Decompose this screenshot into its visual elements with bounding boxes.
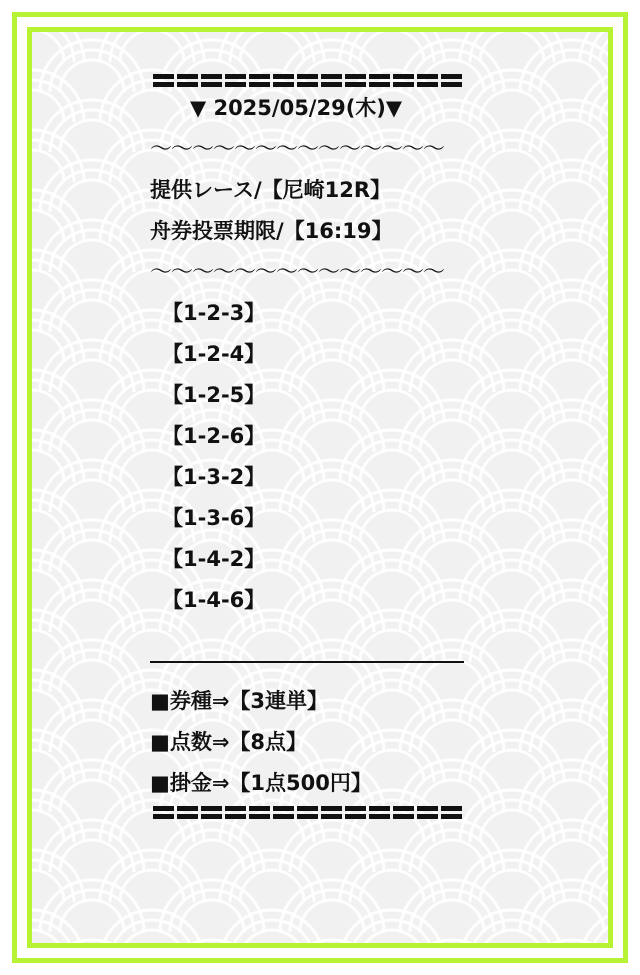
combination-item: 【1-2-3】 [162, 301, 266, 325]
points-line: ■点数⇒【8点】 [150, 730, 308, 754]
wave-divider-top: 〜〜〜〜〜〜〜〜〜〜〜〜〜〜 [150, 137, 445, 162]
combination-item: 【1-3-2】 [162, 465, 266, 489]
combination-item: 【1-2-6】 [162, 424, 266, 448]
combination-item: 【1-4-2】 [162, 547, 266, 571]
combination-item: 【1-2-5】 [162, 383, 266, 407]
combination-item: 【1-3-6】 [162, 506, 266, 530]
ticket-type-line: ■券種⇒【3連単】 [150, 689, 329, 713]
stake-line: ■掛金⇒【1点500円】 [150, 771, 372, 795]
top-double-bar [153, 72, 465, 88]
deadline-line: 舟券投票期限/【16:19】 [150, 219, 393, 243]
prediction-card [150, 72, 475, 820]
combination-item: 【1-4-6】 [162, 588, 266, 612]
race-line: 提供レース/【尼崎12R】 [150, 178, 392, 202]
bottom-double-bar [153, 804, 465, 820]
combination-item: 【1-2-4】 [162, 342, 266, 366]
wave-divider-bottom: 〜〜〜〜〜〜〜〜〜〜〜〜〜〜 [150, 260, 445, 285]
date-line: ▼ 2025/05/29(木)▼ [190, 96, 403, 120]
